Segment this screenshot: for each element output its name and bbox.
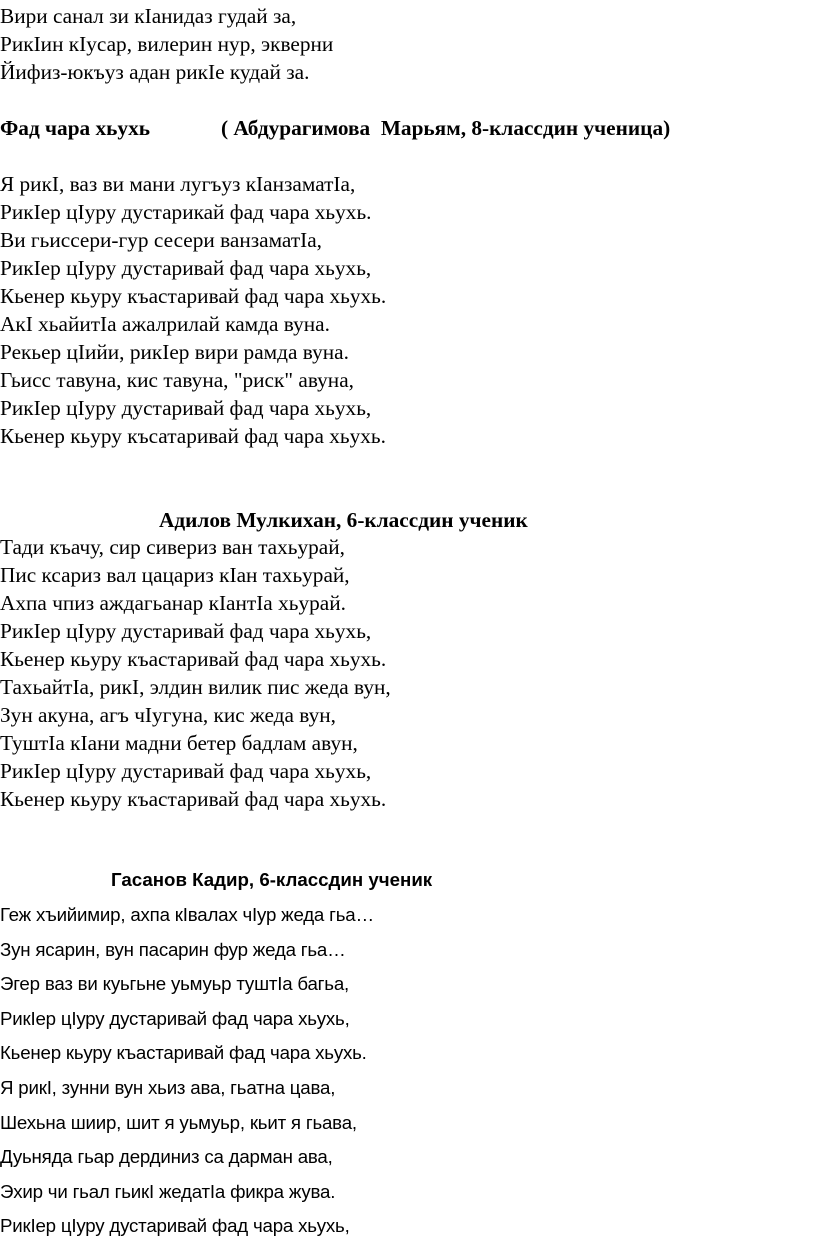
poem-line: Кьенер кьуру къастаривай фад чара хьухь. (0, 787, 387, 811)
poem-line: РикIер цIуру дустаривай фад чара хьухь, (0, 619, 372, 643)
poem-line: Кьенер кьуру къастаривай фад чара хьухь. (0, 647, 387, 671)
section1-author: ( Абдурагимова Марьям, 8-классдин ученица) (221, 116, 671, 140)
poem-line: Ви гьиссери-гур сесери ванзаматIа, (0, 228, 323, 252)
section1-title: Фад чара хьухь (0, 116, 150, 140)
poem-line: Вири санал зи кIанидаз гудай за, (0, 4, 297, 28)
poem-line: ТахьайтIа, рикI, элдин вилик пис жеда вун, (0, 675, 391, 699)
poem-line: Пис ксариз вал цацариз кIан тахьурай, (0, 563, 350, 587)
poem-line: Я рикI, зунни вун хьиз ава, гьатна цава, (0, 1076, 336, 1098)
poem-line: Йифиз-юкъуз адан рикIе кудай за. (0, 60, 310, 84)
poem-line: Кьенер кьуру къастаривай фад чара хьухь. (0, 1042, 367, 1064)
poem-line: Эхир чи гьал гьикI жедатIа фикра жува. (0, 1180, 336, 1202)
poem-line: Эгер ваз ви куьгьне уьмуьр туштIа багьа, (0, 973, 350, 995)
poem-line: АкI хьайитIа ажалрилай камда вуна. (0, 312, 330, 336)
poem-line: РикIин кIусар, вилерин нур, экверни (0, 32, 334, 56)
poem-line: Геж хъийимир, ахпа кIвалах чIур жеда гьа… (0, 904, 374, 925)
section2-author: Адилов Мулкихан, 6-классдин ученик (159, 508, 528, 532)
section3-author: Гасанов Кадир, 6-классдин ученик (111, 869, 433, 890)
section3-poem (0, 898, 374, 1244)
poem-line: Тади къачу, сир сивериз ван тахьурай, (0, 535, 345, 559)
poem-line: ТуштIа кIани мадни бетер бадлам авун, (0, 731, 358, 755)
poem-line: РикIер цIуру дустаривай фад чара хьухь, (0, 759, 372, 783)
poem-line: Кьенер кьуру късатаривай фад чара хьухь. (0, 424, 386, 448)
poem-line: РикIер цIуру дустаривай фад чара хьухь, (0, 1007, 350, 1029)
poem-line: Рекьер цIийи, рикIер вири рамда вуна. (0, 340, 349, 364)
poem-line: РикIер цIуру дустаривай фад чара хьухь, (0, 1215, 350, 1237)
poem-line: РикIер цIуру дустарикай фад чара хьухь. (0, 200, 372, 224)
poem-line: Зун акуна, агъ чIугуна, кис жеда вун, (0, 703, 336, 727)
poem-line: Гьисс тавуна, кис тавуна, "риск" авуна, (0, 368, 354, 392)
poem-line: Кьенер кьуру къастаривай фад чара хьухь. (0, 284, 387, 308)
poem-line: Ахпа чпиз аждагьанар кIантIа хьурай. (0, 591, 346, 615)
poem-line: РикIер цIуру дустаривай фад чара хьухь, (0, 256, 372, 280)
section1-poem (0, 170, 386, 450)
poem-line: РикIер цIуру дустаривай фад чара хьухь, (0, 396, 372, 420)
poem-line: Дуьняда гьар дердиниз са дарман ава, (0, 1146, 333, 1168)
poem-line: Зун ясарин, вун пасарин фур жеда гьа… (0, 938, 346, 960)
section2-poem (0, 533, 391, 813)
poem-line: Я рикI, ваз ви мани лугъуз кIанзаматIа, (0, 172, 356, 196)
poem-line: Шехьна шиир, шит я уьмуьр, кьит я гьава, (0, 1111, 357, 1133)
intro-stanza (0, 2, 333, 86)
